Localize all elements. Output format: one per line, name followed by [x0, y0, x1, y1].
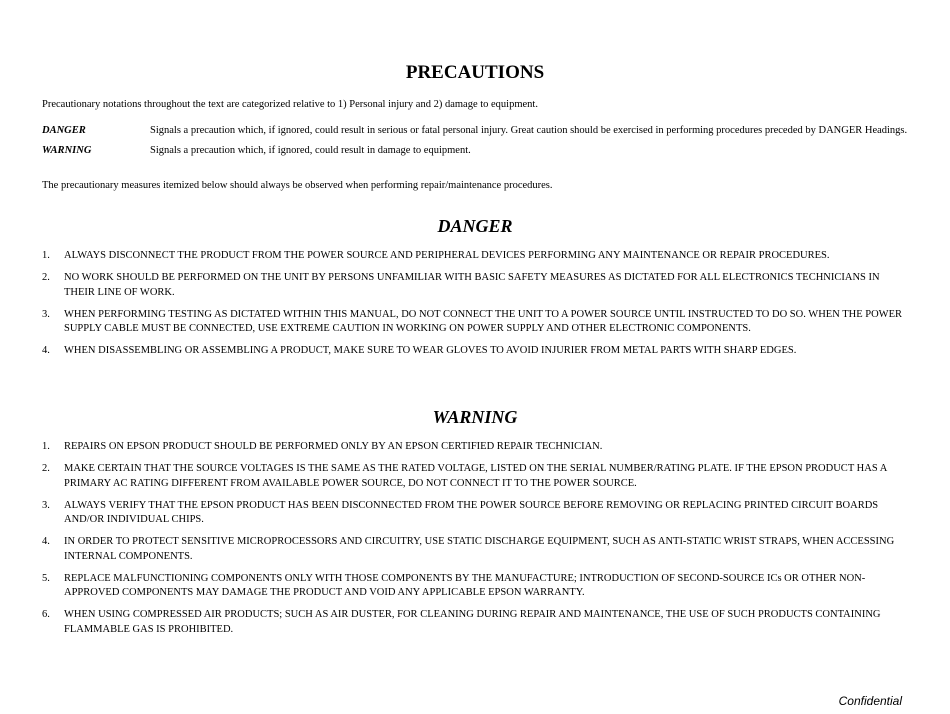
item-text: REPAIRS ON EPSON PRODUCT SHOULD BE PERFORMED ONLY BY AN EPSON CERTIFIED REPAIR TECHNICIAN. — [64, 441, 603, 452]
definition-term: DANGER — [42, 125, 86, 136]
list-item — [42, 440, 910, 455]
confidential-footer: Confidential — [838, 694, 902, 708]
danger-list — [42, 249, 910, 366]
definition-danger — [42, 124, 910, 139]
observe-note: The precautionary measures itemized below should always be observed when performing repair/maintenance procedures. — [42, 180, 553, 191]
item-number: 5. — [42, 572, 50, 584]
item-text: WHEN PERFORMING TESTING AS DICTATED WITHIN THIS MANUAL, DO NOT CONNECT THE UNIT TO A POWER SOURCE UNTIL INSTRUCTED TO DO SO. WHEN THE POWER SUPPLY CABLE MUST BE CONNECTED, USE EXTREME CAUTION IN WORKING ON POWER SUPPLY AND OTHER ELECTRONIC COMPONENTS. — [64, 308, 903, 334]
item-text: MAKE CERTAIN THAT THE SOURCE VOLTAGES IS THE SAME AS THE RATED VOLTAGE, LISTED ON THE SERIAL NUMBER/RATING PLATE. IF THE EPSON PRODUCT HAS A PRIMARY AC RATING DIFFERENT FROM AVAILABLE POWER SOURCE, DO NOT CONNECT IT TO THE POWER SOURCE. — [64, 463, 887, 489]
item-number: 4. — [42, 345, 50, 356]
definition-warning — [42, 144, 910, 159]
definition-term: WARNING — [42, 144, 92, 156]
danger-heading: DANGER — [437, 216, 513, 236]
list-item — [42, 535, 910, 564]
item-number: 4. — [42, 536, 50, 547]
list-item — [42, 249, 910, 264]
item-text: NO WORK SHOULD BE PERFORMED ON THE UNIT BY PERSONS UNFAMILIAR WITH BASIC SAFETY MEASURES AS DICTATED FOR ALL ELECTRONICS TECHNICIANS IN THEIR LINE OF WORK. — [64, 272, 880, 298]
definitions — [42, 124, 910, 163]
list-item — [42, 308, 910, 337]
item-text: REPLACE MALFUNCTIONING COMPONENTS ONLY WITH THOSE COMPONENTS BY THE MANUFACTURE; INTRODUCTION OF SECOND-SOURCE ICs OR OTHER NON-APPROVED COMPONENTS MAY DAMAGE THE PRODUCT AND VOID ANY APPLICABLE EPSON WARRANTY. — [64, 572, 866, 598]
item-number: 3. — [42, 499, 50, 511]
warning-list — [42, 440, 910, 645]
item-text: ALWAYS DISCONNECT THE PRODUCT FROM THE POWER SOURCE AND PERIPHERAL DEVICES PERFORMING ANY MAINTENANCE OR REPAIR PROCEDURES. — [64, 250, 830, 261]
item-text: WHEN USING COMPRESSED AIR PRODUCTS; SUCH AS AIR DUSTER, FOR CLEANING DURING REPAIR AND MAINTENANCE, THE USE OF SUCH PRODUCTS CONTAINING FLAMMABLE GAS IS PROHIBITED. — [64, 609, 881, 635]
warning-heading: WARNING — [432, 407, 518, 427]
item-text: IN ORDER TO PROTECT SENSITIVE MICROPROCESSORS AND CIRCUITRY, USE STATIC DISCHARGE EQUIPMENT, SUCH AS ANTI-STATIC WRIST STRAPS, WHEN ACCESSING INTERNAL COMPONENTS. — [64, 536, 895, 562]
list-item — [42, 344, 910, 359]
list-item — [42, 572, 910, 601]
definition-description: Signals a precaution which, if ignored, could result in damage to equipment. — [150, 144, 471, 156]
item-number: 6. — [42, 609, 50, 620]
definition-description: Signals a precaution which, if ignored, could result in serious or fatal personal injury. Great caution should be exercised in performing procedures preceded by DANGER Headings. — [150, 125, 908, 136]
item-number: 1. — [42, 250, 50, 261]
item-number: 3. — [42, 308, 50, 320]
item-text: WHEN DISASSEMBLING OR ASSEMBLING A PRODUCT, MAKE SURE TO WEAR GLOVES TO AVOID INJURIER FROM METAL PARTS WITH SHARP EDGES. — [64, 345, 797, 356]
list-item — [42, 462, 910, 491]
intro-text: Precautionary notations throughout the text are categorized relative to 1) Personal injury and 2) damage to equipment. — [42, 99, 538, 110]
page-title: PRECAUTIONS — [405, 62, 545, 83]
item-number: 1. — [42, 441, 50, 452]
item-text: ALWAYS VERIFY THAT THE EPSON PRODUCT HAS BEEN DISCONNECTED FROM THE POWER SOURCE BEFORE REMOVING OR REPLACING PRINTED CIRCUIT BOARDS AND/OR INDIVIDUAL CHIPS. — [64, 499, 879, 525]
item-number: 2. — [42, 272, 50, 283]
item-number: 2. — [42, 463, 50, 474]
list-item — [42, 608, 910, 637]
list-item — [42, 499, 910, 528]
list-item — [42, 271, 910, 300]
